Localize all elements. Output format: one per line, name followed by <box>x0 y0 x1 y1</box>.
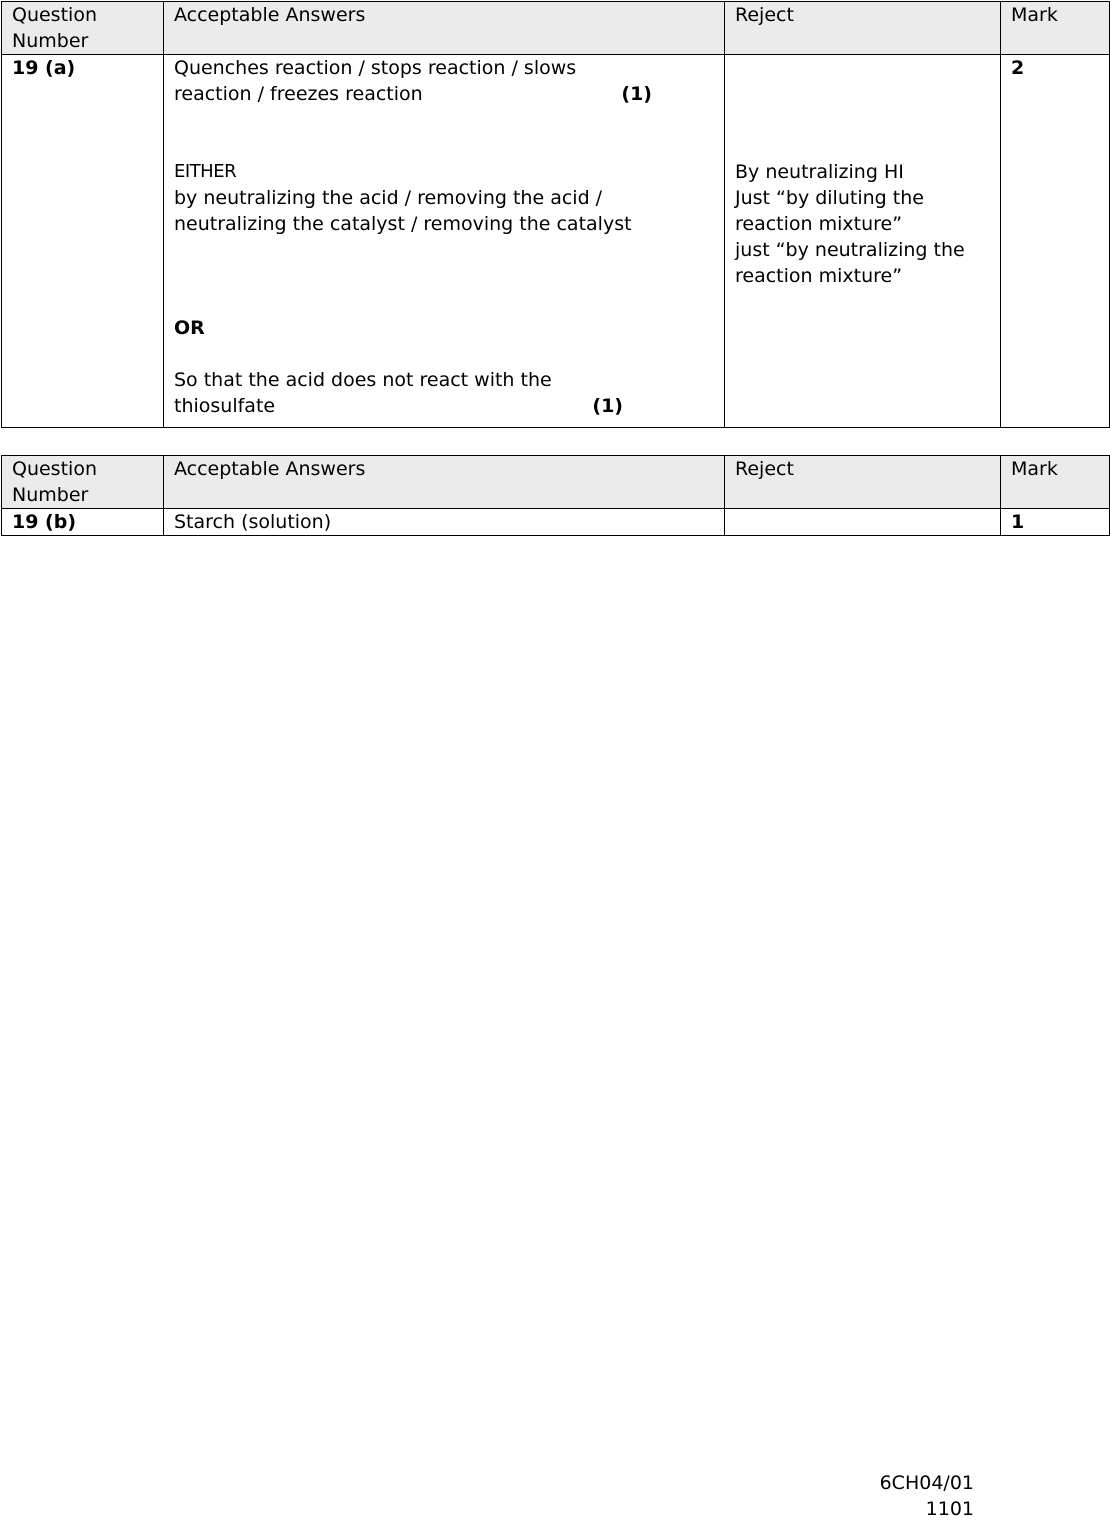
header-acceptable-answers: Acceptable Answers <box>164 2 725 55</box>
reject-cell <box>725 509 1001 536</box>
mark-cell: 1 <box>1001 509 1110 536</box>
question-number-cell: 19 (a) <box>2 55 164 428</box>
or-line-2: thiosulfate <box>174 395 276 417</box>
acceptable-answers-cell <box>164 55 725 428</box>
mark-scheme-table-19b <box>1 455 1110 536</box>
header-acceptable-answers: Acceptable Answers <box>164 456 725 509</box>
paper-code: 6CH04/01 <box>879 1472 974 1494</box>
question-number-cell: 19 (b) <box>2 509 164 536</box>
header-question-number: Question Number <box>2 2 164 55</box>
answer-line-2: reaction / freezes reaction <box>174 83 423 105</box>
reject-line-3: just “by neutralizing the reaction mixture” <box>735 239 965 287</box>
header-mark: Mark <box>1001 2 1110 55</box>
answer-mark-2: (1) <box>592 395 623 417</box>
reject-line-1: By neutralizing HI <box>735 161 904 183</box>
table-row <box>2 55 1110 428</box>
reject-line-2: Just “by diluting the reaction mixture” <box>735 187 924 235</box>
answer-mark-1: (1) <box>621 83 652 105</box>
header-reject: Reject <box>725 456 1001 509</box>
or-label: OR <box>174 317 205 339</box>
table-header-row <box>2 456 1110 509</box>
or-line-1: So that the acid does not react with the <box>174 369 552 391</box>
mark-scheme-table-19a <box>1 1 1110 428</box>
reject-cell <box>725 55 1001 428</box>
session-code: 1101 <box>925 1498 974 1520</box>
either-text: by neutralizing the acid / removing the acid / neutralizing the catalyst / removing the catalyst <box>174 187 632 235</box>
page-footer <box>880 1470 974 1522</box>
header-reject: Reject <box>725 2 1001 55</box>
acceptable-answers-cell: Starch (solution) <box>164 509 725 536</box>
table-row <box>2 509 1110 536</box>
answer-line-1: Quenches reaction / stops reaction / slows <box>174 57 577 79</box>
table-header-row <box>2 2 1110 55</box>
header-question-number: Question Number <box>2 456 164 509</box>
header-mark: Mark <box>1001 456 1110 509</box>
mark-cell: 2 <box>1001 55 1110 428</box>
either-label: EITHER <box>174 161 237 182</box>
